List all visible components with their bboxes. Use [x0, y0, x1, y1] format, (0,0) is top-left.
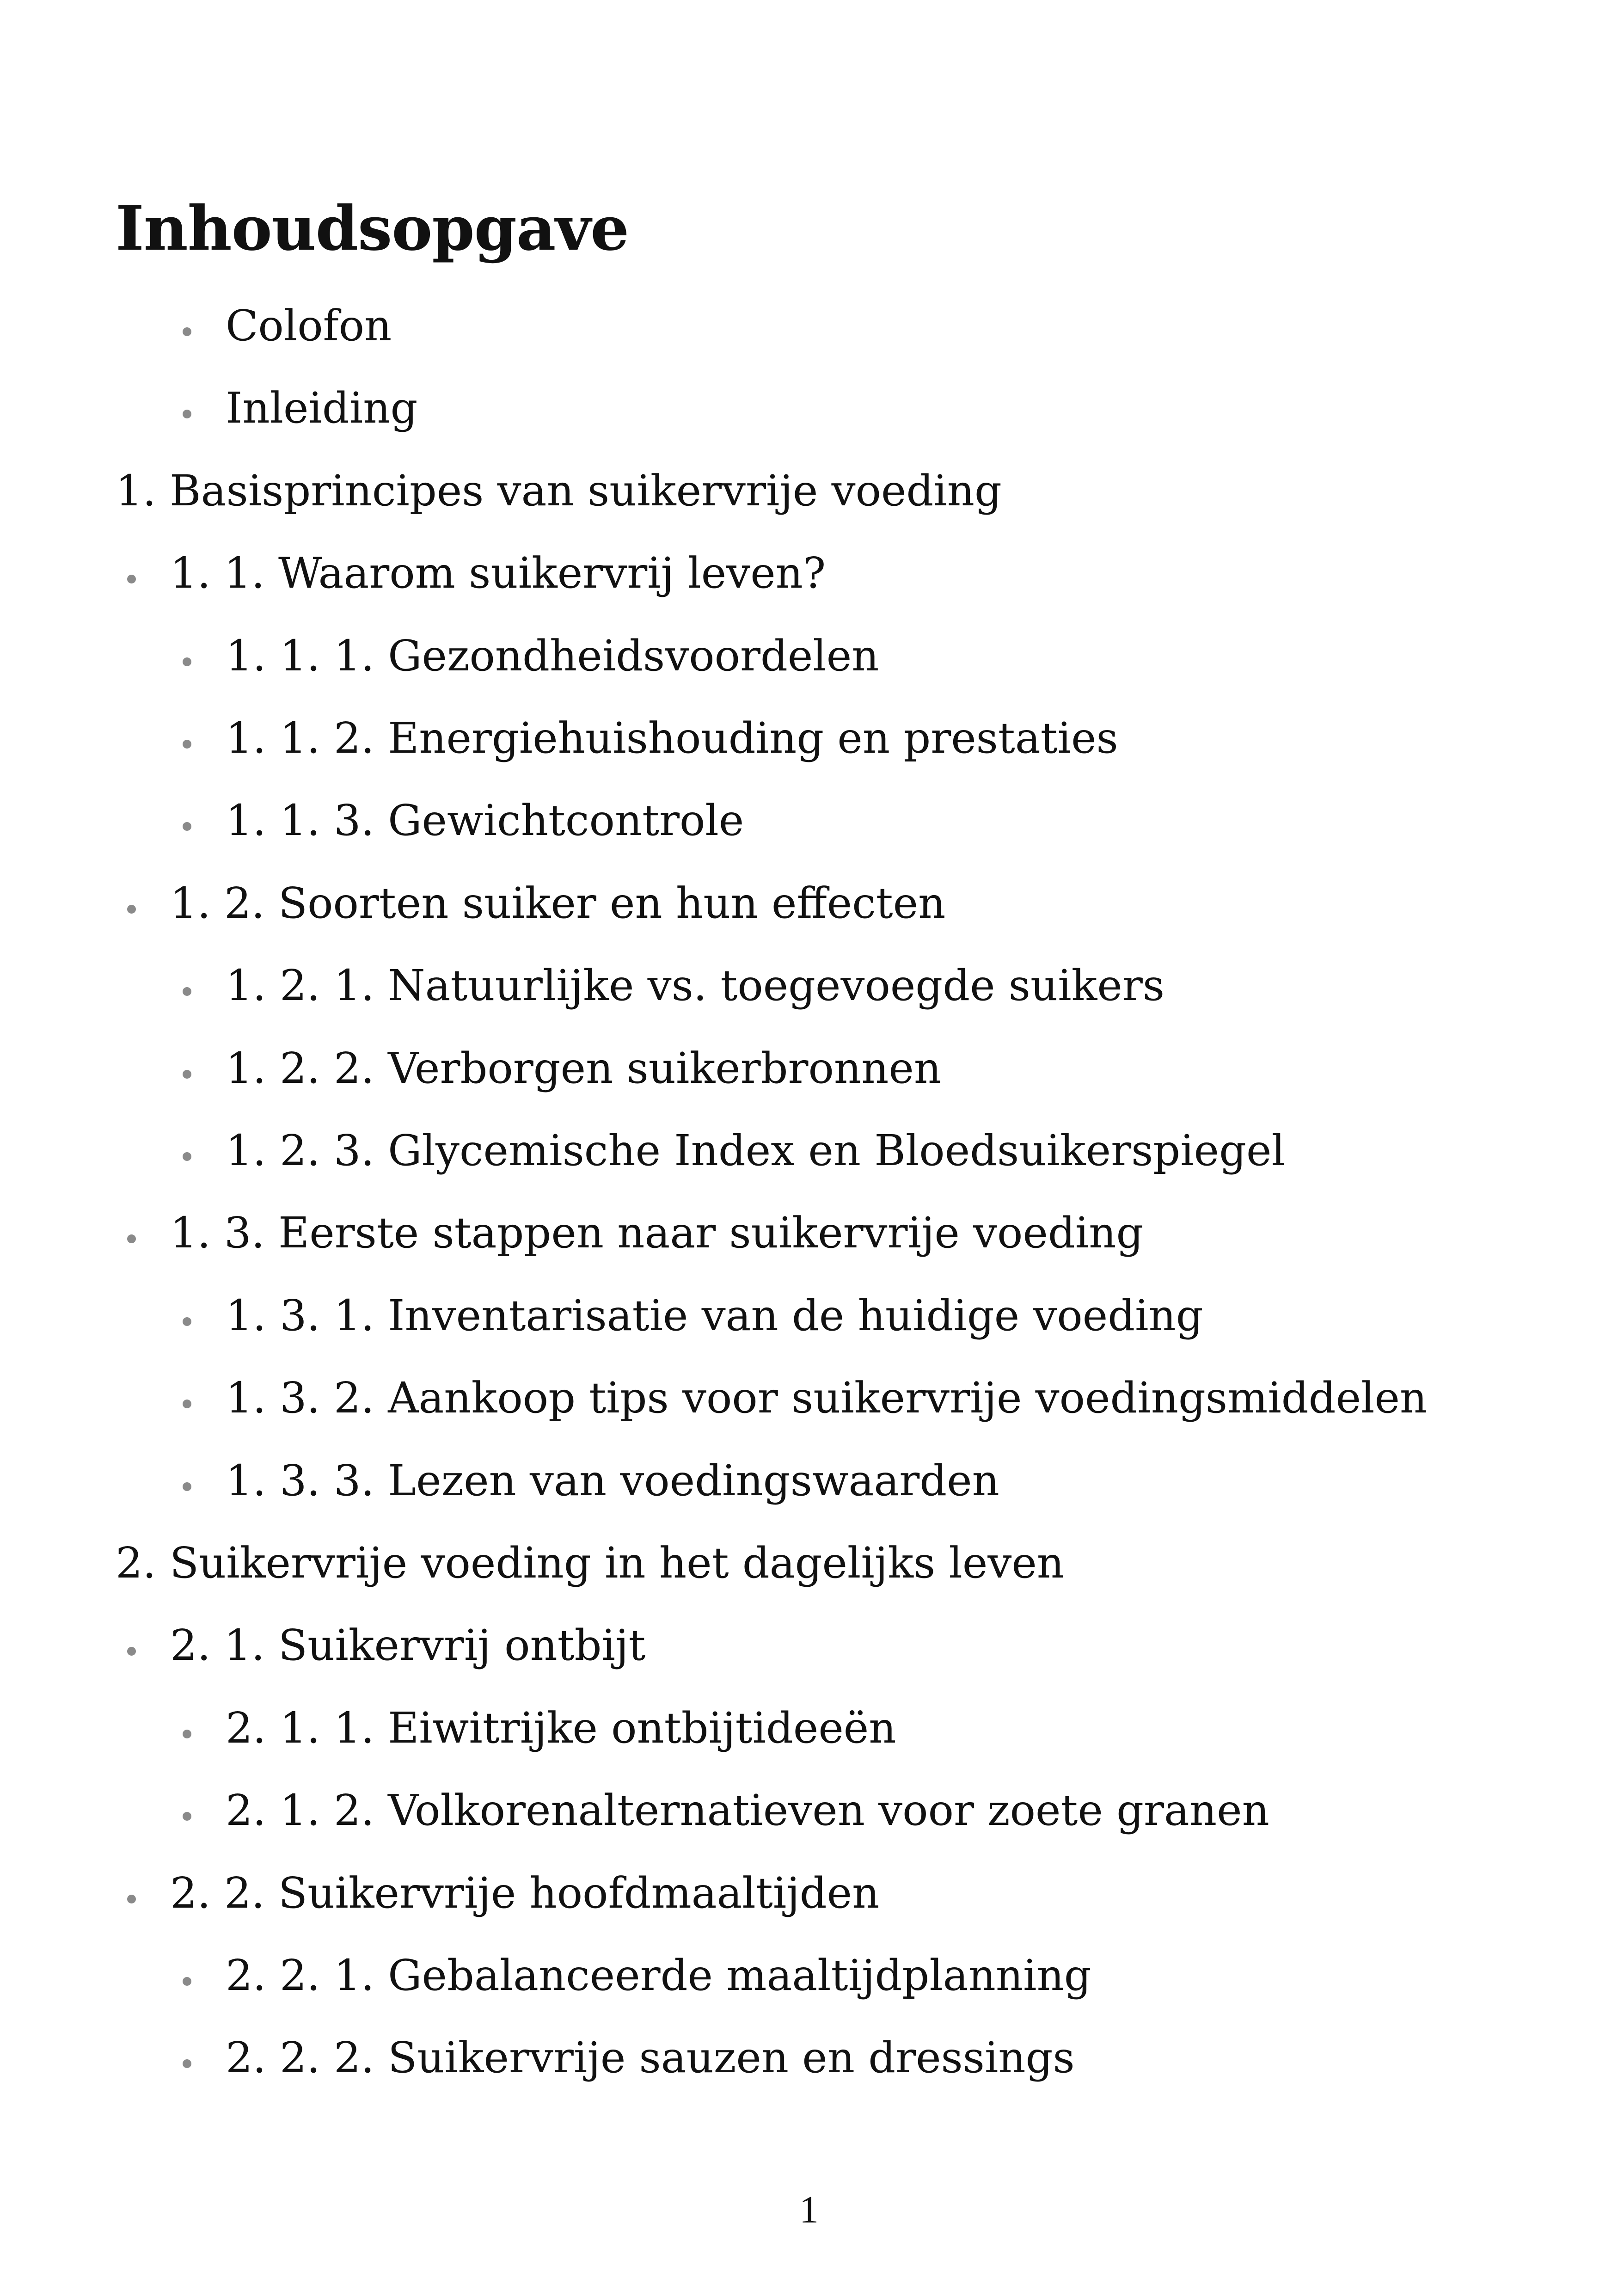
toc-entry-label: 2. 1. Suikervrij ontbijt	[170, 1621, 646, 1670]
toc-entry-label: 1. 3. 3. Lezen van voedingswaarden	[226, 1455, 999, 1505]
toc-entry-label: 2. 2. 1. Gebalanceerde maaltijdplanning	[226, 1951, 1091, 2000]
toc-entry-label: 1. 2. 1. Natuurlijke vs. toegevoegde suikers	[226, 961, 1165, 1011]
toc-entry-label: 1. 1. 1. Gezondheidsvoordelen	[226, 631, 879, 681]
page-number: 1	[799, 2188, 819, 2231]
bullet-icon	[127, 1895, 136, 1903]
toc-entry-label: 1. 3. 2. Aankoop tips voor suikervrije voedingsmiddelen	[226, 1373, 1428, 1423]
bullet-icon	[127, 905, 136, 914]
toc-entry-label: 1. 2. Soorten suiker en hun effecten	[170, 878, 946, 928]
bullet-icon	[183, 1400, 191, 1408]
toc-entry-label: 2. Suikervrije voeding in het dagelijks leven	[116, 1538, 1065, 1588]
bullet-icon	[127, 575, 136, 583]
toc-entry-label: 2. 1. 2. Volkorenalternatieven voor zoete granen	[226, 1786, 1269, 1836]
toc-title: Inhoudsopgave	[116, 193, 629, 264]
bullet-icon	[183, 1977, 191, 1986]
bullet-icon	[183, 327, 191, 336]
bullet-icon	[127, 1234, 136, 1243]
bullet-icon	[183, 657, 191, 666]
bullet-icon	[183, 2059, 191, 2068]
bullet-icon	[183, 1317, 191, 1326]
toc-entry-label: 1. 1. Waarom suikervrij leven?	[170, 548, 826, 598]
toc-entry-label: 2. 2. 2. Suikervrije sauzen en dressings	[226, 2033, 1075, 2083]
bullet-icon	[127, 1647, 136, 1656]
bullet-icon	[183, 1730, 191, 1738]
toc-entry-label: 1. 1. 2. Energiehuishouding en prestaties	[226, 713, 1118, 763]
bullet-icon	[183, 1152, 191, 1161]
toc-entry-label: 1. 3. 1. Inventarisatie van de huidige voeding	[226, 1290, 1203, 1340]
toc-entry-label: Inleiding	[226, 383, 418, 433]
toc-entry-label: 1. 2. 3. Glycemische Index en Bloedsuikerspiegel	[226, 1126, 1285, 1175]
toc-entry-label: 1. 1. 3. Gewichtcontrole	[226, 796, 744, 846]
bullet-icon	[183, 822, 191, 831]
bullet-icon	[183, 987, 191, 996]
toc-entry-label: Colofon	[226, 301, 392, 350]
toc-entry-label: 1. 3. Eerste stappen naar suikervrije voeding	[170, 1208, 1144, 1258]
bullet-icon	[183, 1482, 191, 1491]
toc-entry-label: 1. 2. 2. Verborgen suikerbronnen	[226, 1043, 942, 1093]
bullet-icon	[183, 410, 191, 418]
bullet-icon	[183, 740, 191, 749]
bullet-icon	[183, 1812, 191, 1821]
toc-entry-label: 2. 1. 1. Eiwitrijke ontbijtideeën	[226, 1703, 896, 1753]
bullet-icon	[183, 1070, 191, 1079]
toc-entry-label: 1. Basisprincipes van suikervrije voeding	[116, 466, 1002, 516]
toc-entry-label: 2. 2. Suikervrije hoofdmaaltijden	[170, 1868, 880, 1918]
